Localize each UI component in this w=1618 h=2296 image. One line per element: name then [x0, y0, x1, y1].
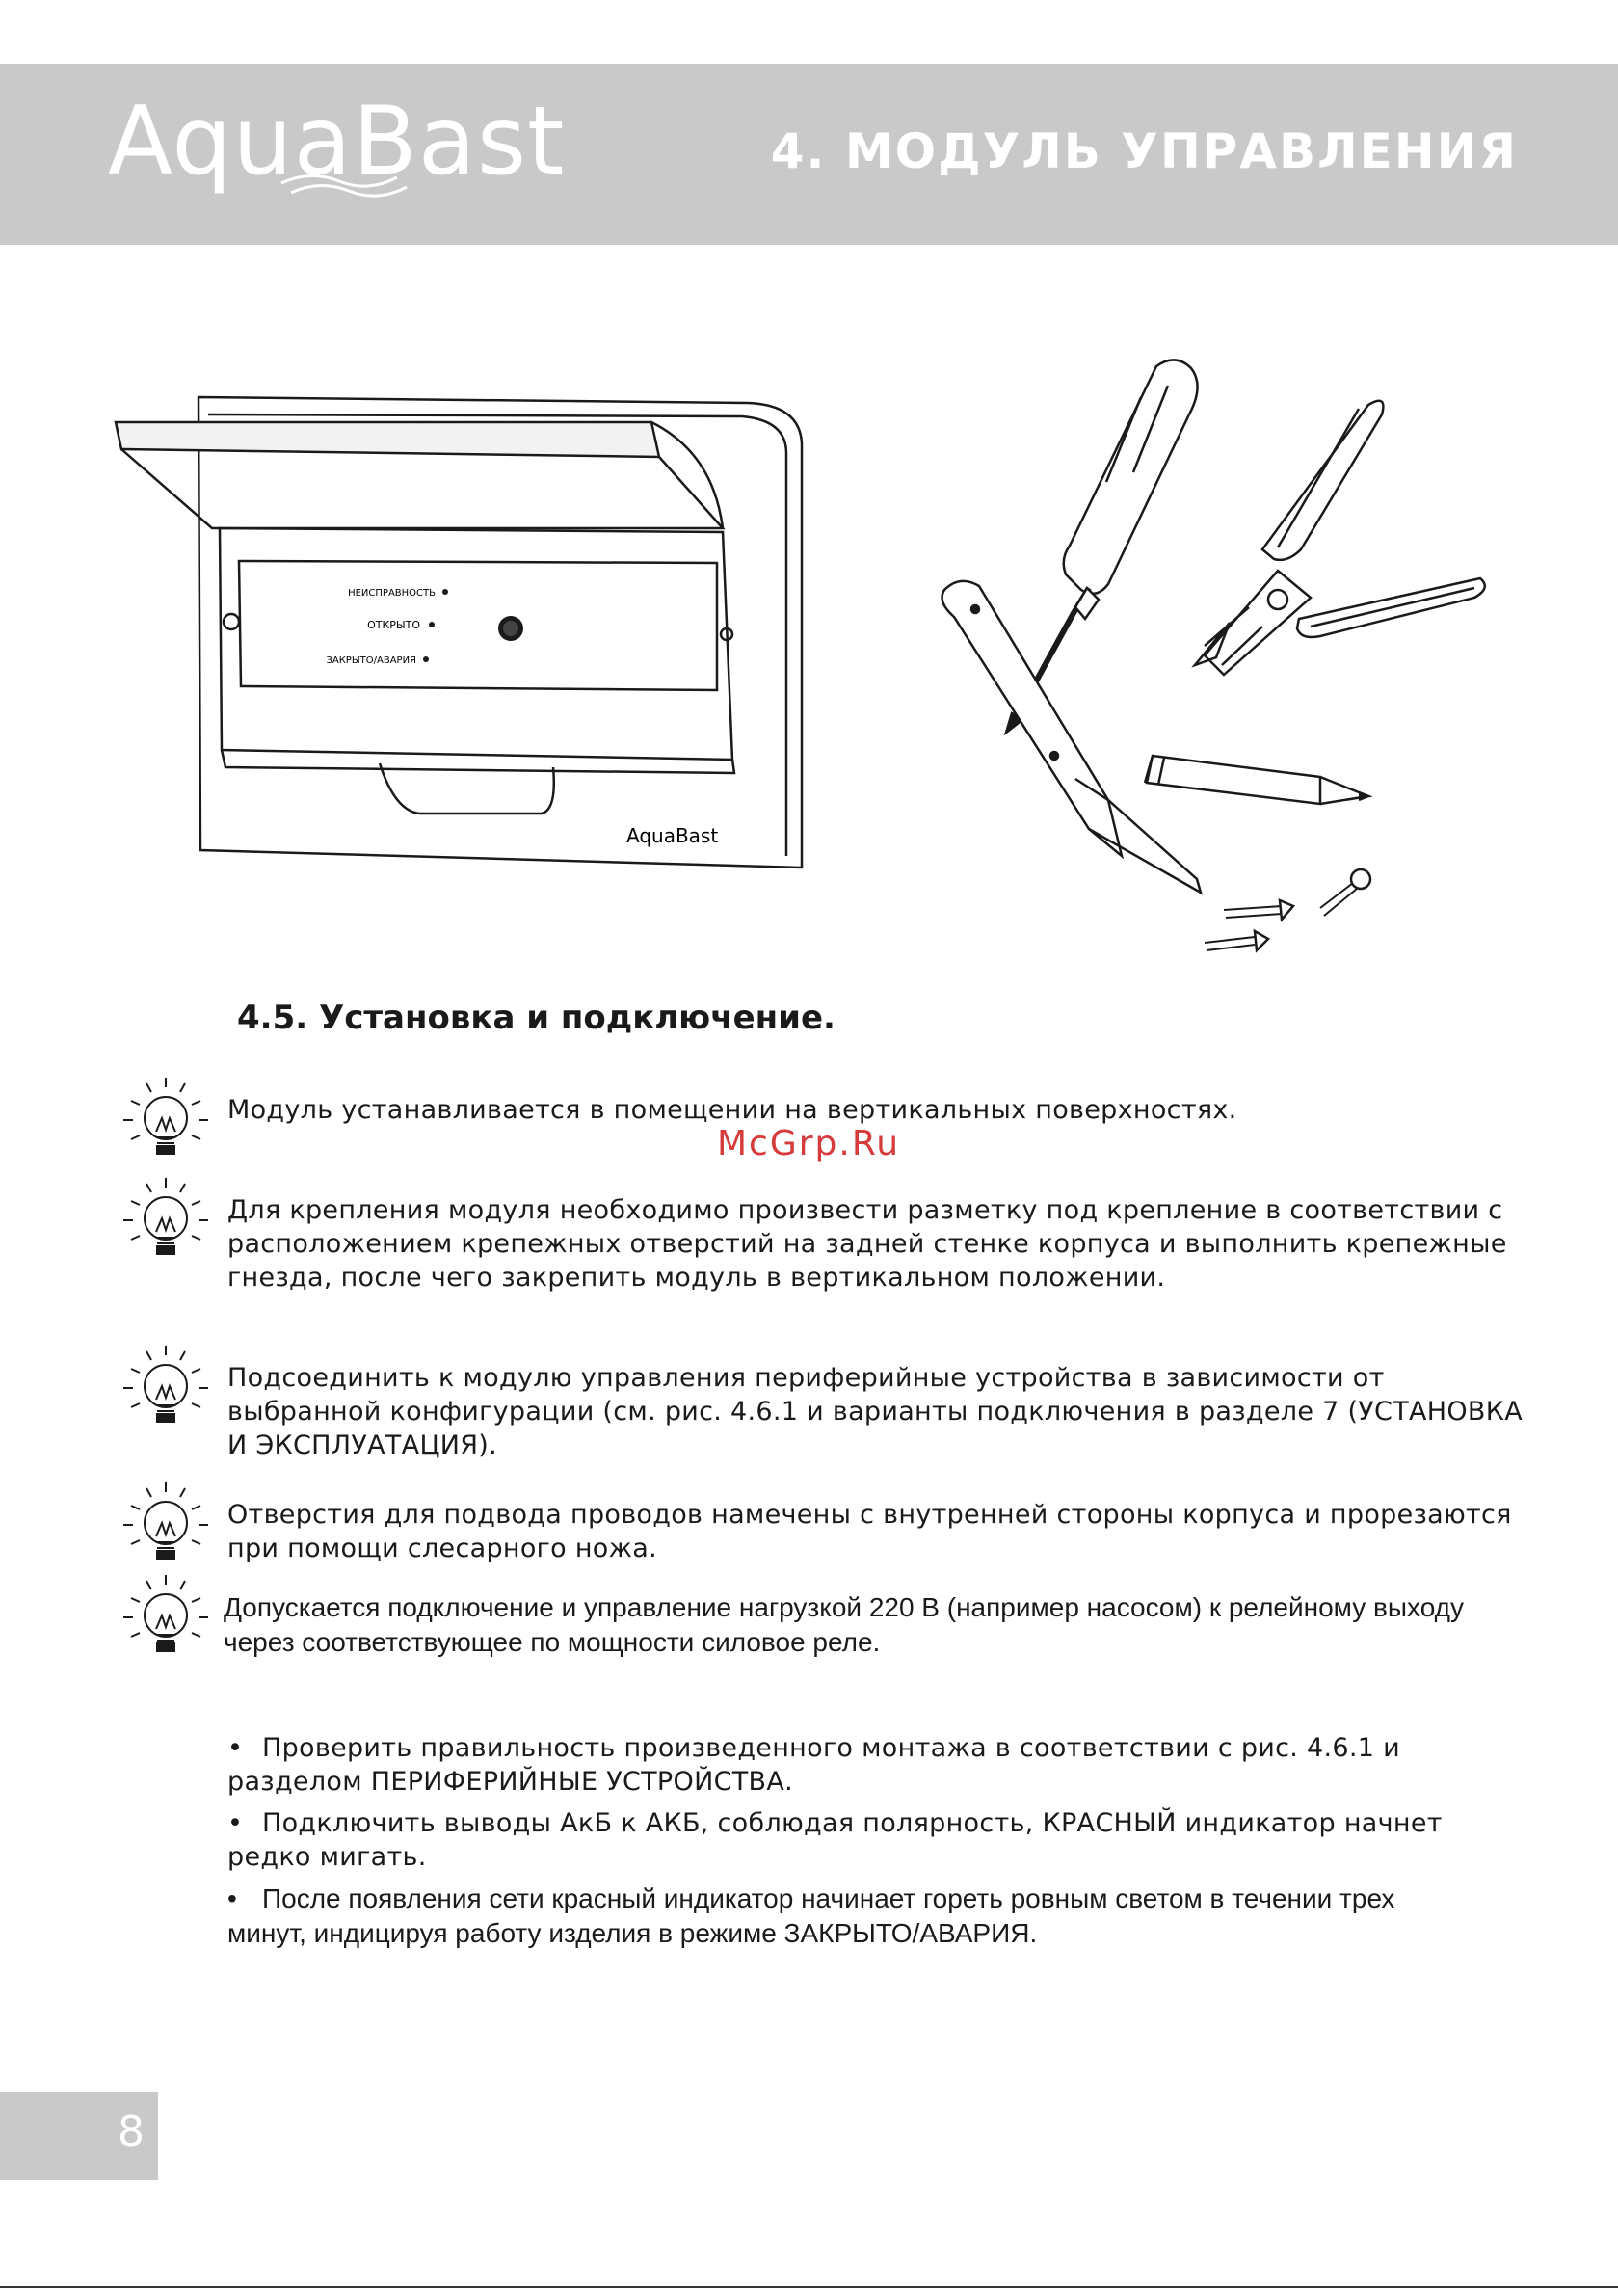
page-number: 8 [118, 2107, 145, 2156]
list-item [227, 1806, 1480, 1874]
brand-logo [108, 87, 566, 197]
indicator-led-icon [423, 656, 429, 662]
indicator-led-icon [442, 589, 448, 595]
bullet-symbol: • [227, 1733, 244, 1763]
indicator-label-open: ОТКРЫТО [367, 619, 420, 631]
tip-text: Подсоединить к модулю управления периферийные устройства в зависимости от выбранной конфигурации (см. рис. 4.6.1 и варианты подключения в разделе 7 (УСТАНОВКА И ЭКСПЛУАТАЦИЯ). [227, 1363, 1523, 1460]
lightbulb-icon [119, 1076, 212, 1168]
lightbulb-icon [119, 1481, 212, 1573]
pencil-icon [1145, 756, 1368, 804]
bullet-list [227, 1731, 1480, 1959]
tools-illustration [915, 347, 1494, 964]
tip-text: Для крепления модуля необходимо произвести разметку под крепление в соответствии с расположением крепежных отверстий на задней стенке корпуса и выполнить крепежные гнезда, после чего закрепить модуль в вертикальном положении. [227, 1195, 1507, 1293]
logo-wave-icon [272, 162, 426, 200]
indicator-label-fault: НЕИСПРАВНОСТЬ [348, 588, 436, 599]
section-title: 4. МОДУЛЬ УПРАВЛЕНИЯ [770, 123, 1518, 179]
module-brand-label: AquaBast [626, 824, 719, 847]
pliers-icon [1195, 401, 1485, 675]
control-module-illustration [106, 386, 819, 887]
bottom-divider [0, 2286, 1618, 2288]
tip-text: Отверстия для подвода проводов намечены с внутренней стороны корпуса и прорезаются при помощи слесарного ножа. [227, 1500, 1512, 1563]
bullet-text: Проверить правильность произведенного монтажа в соответствии с рис. 4.6.1 и разделом ПЕРИФЕРИЙНЫЕ УСТРОЙСТВА. [227, 1733, 1400, 1797]
screws-icon [1205, 869, 1370, 950]
indicator-led-icon [429, 622, 435, 627]
bullet-symbol: • [227, 1808, 244, 1838]
bullet-text: После появления сети красный индикатор начинает гореть ровным светом в течении трех минут, индицируя работу изделия в режиме ЗАКРЫТО/АВАРИЯ. [227, 1883, 1395, 1948]
bullet-symbol: • [227, 1883, 237, 1913]
lightbulb-icon [119, 1573, 212, 1666]
list-item [227, 1731, 1480, 1799]
subheading: 4.5. Установка и подключение. [237, 999, 836, 1037]
brand-logo-text: AquaBast [108, 87, 566, 197]
indicator-label-closed: ЗАКРЫТО/АВАРИЯ [326, 655, 416, 666]
list-item [227, 1882, 1480, 1951]
lightbulb-icon [119, 1344, 212, 1436]
watermark: McGrp.Ru [717, 1124, 901, 1163]
tip-text: Модуль устанавливается в помещении на вертикальных поверхностях. [227, 1095, 1237, 1125]
bullet-text: Подключить выводы АкБ к АКБ, соблюдая полярность, КРАСНЫЙ индикатор начнет редко мигать. [227, 1808, 1443, 1872]
knife-icon [942, 581, 1201, 893]
lightbulb-icon [119, 1176, 212, 1268]
tip-text: Допускается подключение и управление нагрузкой 220 В (например насосом) к релейному выходу через соответствующее по мощности силовое реле. [224, 1592, 1464, 1657]
